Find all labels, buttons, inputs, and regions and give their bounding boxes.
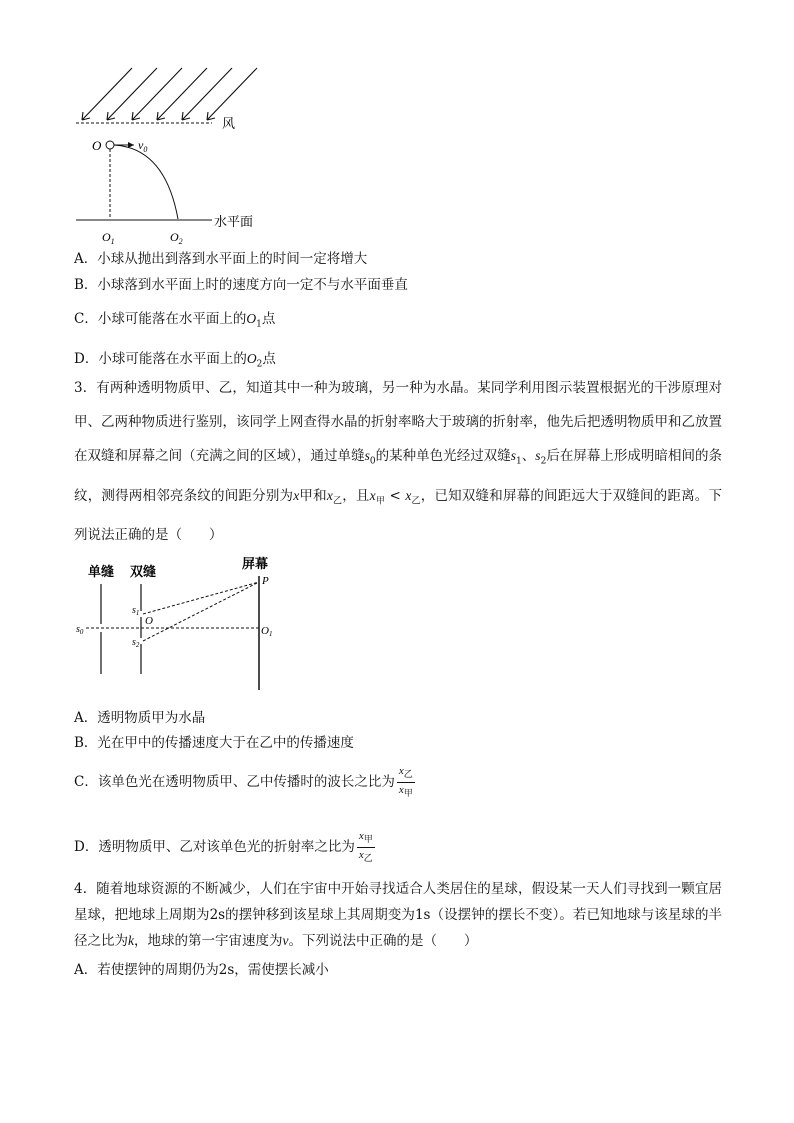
fraction-x-jia-over-x-yi: $\frac{x_甲}{x_乙}$: [358, 830, 373, 865]
wind-label: 风: [222, 116, 236, 131]
figure-wind-projectile: [60, 60, 290, 250]
point-o-label: O: [145, 615, 153, 627]
point-o-label: O: [92, 138, 102, 153]
q2-option-a[interactable]: A．小球从抛出到落到水平面上的时间一定将增大: [74, 251, 368, 267]
s1-label: $s_1$: [132, 605, 140, 617]
wind-arrows: [82, 68, 257, 120]
double-slit-label: 双缝: [130, 564, 157, 579]
single-slit-label: 单缝: [88, 564, 115, 579]
q3-option-b[interactable]: B．光在甲中的传播速度大于在乙中的传播速度: [74, 735, 354, 751]
ray-s1-p: [143, 582, 259, 614]
q2-option-d[interactable]: D．小球可能落在水平面上的$O_2$点: [74, 351, 276, 370]
s2-label: $s_2$: [132, 637, 140, 649]
velocity-label: $v_0$: [138, 138, 148, 154]
s0-label: $s_0$: [76, 624, 84, 636]
ground-label: 水平面: [214, 214, 254, 229]
point-o1-label: $O_1$: [102, 230, 115, 246]
point-p-label: P: [262, 575, 269, 587]
ball: [106, 141, 114, 149]
q3-option-c[interactable]: C．该单色光在透明物质甲、乙中传播时的波长之比为 $\frac{x_乙}{x_甲}$: [74, 765, 413, 800]
q2-option-c[interactable]: C．小球可能落在水平面上的$O_1$点: [74, 311, 276, 330]
ray-s2-p: [143, 582, 259, 641]
fraction-x-yi-over-x-jia: $\frac{x_乙}{x_甲}$: [398, 765, 413, 800]
screen-label: 屏幕: [242, 556, 269, 571]
q4-option-a[interactable]: A．若使摆钟的周期仍为2s，需使摆长减小: [74, 962, 329, 978]
trajectory-curve: [114, 145, 178, 219]
q3-option-a[interactable]: A．透明物质甲为水晶: [74, 710, 206, 726]
q3-stem: 3．有两种透明物质甲、乙，知道其中一种为玻璃，另一种为水晶。某同学利用图示装置根据光的干涉原理对甲、乙两种物质进行鉴别，该同学上网查得水晶的折射率略大于玻璃的折射率，他先后把透明物质甲和乙放置在双缝和屏幕之间（充满之间的区域），通过单缝$s_0$的某种单色光经过双缝$s_1$、$s_2$后在屏幕上形成明暗相间的条纹，测得两相邻亮条纹的间距分别为x甲和$x_乙$，且$x_甲 < x_乙$，已知双缝和屏幕的间距远大于双缝间的距离。下列说法正确的是（ ）: [74, 380, 722, 544]
point-o1-label: O1: [261, 625, 273, 638]
figure-double-slit: [70, 552, 290, 694]
point-o2-label: $O_2$: [170, 230, 183, 246]
q4-stem: 4．随着地球资源的不断减少，人们在宇宙中开始寻找适合人类居住的星球，假设某一天人们寻找到一颗宜居星球，把地球上周期为2s的摆钟移到该星球上其周期变为1s（设摆钟的摆长不变）。若已知地球与该星球的半径之比为k，地球的第一宇宙速度为v。下列说法中正确的是（ ）: [74, 881, 723, 949]
q3-option-d[interactable]: D．透明物质甲、乙对该单色光的折射率之比为 $\frac{x_甲}{x_乙}$: [74, 830, 373, 865]
q2-option-b[interactable]: B．小球落到水平面上时的速度方向一定不与水平面垂直: [74, 277, 408, 293]
